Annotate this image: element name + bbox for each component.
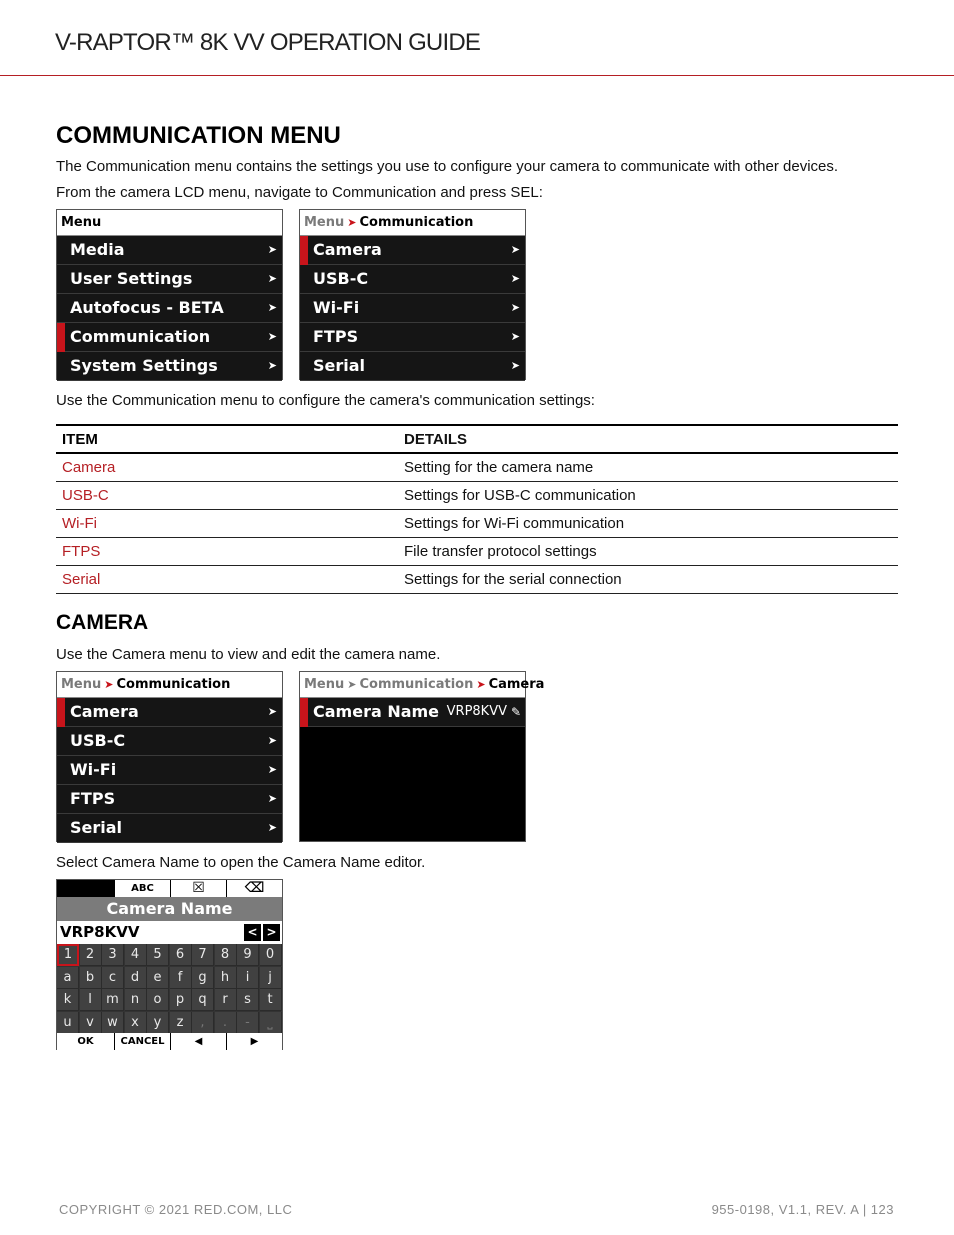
chevron-right-icon: ➤ [267,763,277,776]
table-link-ftps[interactable]: FTPS [62,543,101,560]
keyboard-action-bar [57,1033,282,1050]
menu-item-usb-c[interactable] [57,727,282,756]
chevron-right-icon: ➤ [510,330,520,343]
document-title: V-RAPTOR™ 8K VV OPERATION GUIDE [55,29,481,56]
keyboard-key[interactable]: a [57,967,79,989]
edit-icon: ✎ [510,705,521,719]
table-row [56,482,898,510]
keyboard-key[interactable]: l [80,989,102,1011]
section-title-communication-menu: COMMUNICATION MENU [56,122,341,149]
menu-breadcrumb [57,210,282,236]
menu-item-label: Communication [70,327,211,346]
lcd-camera-menu [299,671,545,842]
breadcrumb-communication: Communication [116,677,231,692]
section-title-camera: CAMERA [56,611,149,634]
lcd-main-menu [56,209,283,380]
keyboard-key[interactable]: g [192,967,214,989]
keyboard-key[interactable]: z [170,1012,192,1034]
menu-breadcrumb [57,672,282,698]
column-header-details: DETAILS [404,431,468,448]
keyboard-key[interactable]: u [57,1012,79,1034]
input-value: VRP8KVV [60,923,140,941]
keyboard-key[interactable]: . [215,1012,237,1034]
breadcrumb-menu[interactable]: Menu [304,215,345,230]
table-cell-details: Setting for the camera name [404,459,594,476]
menu-item-label: Camera [313,240,382,259]
keyboard-key[interactable]: f [170,967,192,989]
chevron-right-icon: ➤ [510,272,520,285]
keyboard-key[interactable]: m [102,989,124,1011]
table-link-wi-fi[interactable]: Wi-Fi [62,515,97,532]
abc-tab[interactable]: ABC [114,880,170,897]
keyboard-key[interactable]: , [192,1012,214,1034]
keyboard-key[interactable]: 7 [192,944,214,966]
menu-item-label: Wi-Fi [70,760,117,779]
keyboard-key[interactable]: h [215,967,237,989]
menu-breadcrumb [300,672,545,698]
keyboard-key[interactable]: j [260,967,282,989]
breadcrumb-communication[interactable]: Communication [359,677,474,692]
chevron-right-icon: ➤ [267,301,277,314]
keyboard-key[interactable]: v [80,1012,102,1034]
backspace-icon[interactable]: ⌫ [226,880,282,897]
menu-item-camera[interactable] [300,236,525,265]
keyboard-key[interactable]: c [102,967,124,989]
camera-name-input[interactable] [57,921,282,944]
menu-item-ftps[interactable] [300,323,525,352]
chevron-right-icon: ➤ [510,301,520,314]
keyboard-key[interactable]: q [192,989,214,1011]
camera-name-editor [56,879,283,1050]
menu-item-label: User Settings [70,269,193,288]
breadcrumb-communication: Communication [359,215,474,230]
table-intro-paragraph: Use the Communication menu to configure the camera's communication settings: [56,392,595,409]
keyboard-key[interactable]: 9 [237,944,259,966]
menu-item-serial[interactable] [57,814,282,843]
menu-item-label: USB-C [70,731,126,750]
menu-item-label: Serial [313,356,366,375]
table-row [56,510,898,538]
table-cell-details: Settings for the serial connection [404,571,622,588]
menu-item-label: Media [70,240,125,259]
menu-item-label: Autofocus - BETA [70,298,224,317]
keyboard-key[interactable]: n [125,989,147,1011]
keyboard-key[interactable]: x [125,1012,147,1034]
breadcrumb-menu[interactable]: Menu [61,677,102,692]
table-link-usb-c[interactable]: USB-C [62,487,109,504]
breadcrumb-arrow-icon: ➤ [347,216,357,229]
table-cell-details: Settings for Wi-Fi communication [404,515,625,532]
editor-paragraph: Select Camera Name to open the Camera Name editor. [56,854,426,871]
menu-item-wi-fi[interactable] [57,756,282,785]
menu-item-label: FTPS [313,327,359,346]
camera-name-value: VRP8KVV [446,704,507,719]
chevron-right-icon: ➤ [510,243,520,256]
footer-copyright: COPYRIGHT © 2021 RED.COM, LLC [59,1202,293,1217]
menu-item-ftps[interactable] [57,785,282,814]
selection-indicator [300,698,308,727]
keyboard-key[interactable]: 8 [215,944,237,966]
keyboard-key[interactable]: p [170,989,192,1011]
intro-paragraph: The Communication menu contains the settings you use to configure your camera to communicate with other devices. [56,158,839,175]
menu-item-camera[interactable] [57,698,282,727]
chevron-right-icon: ➤ [267,272,277,285]
keyboard-key[interactable]: w [102,1012,124,1034]
table-link-camera[interactable]: Camera [62,459,116,476]
keyboard-key[interactable]: 2 [80,944,102,966]
chevron-right-icon: ➤ [267,792,277,805]
breadcrumb-menu[interactable]: Menu [304,677,345,692]
chevron-right-icon: ➤ [267,359,277,372]
keyboard-key[interactable]: o [147,989,169,1011]
keyboard-key[interactable]: s [237,989,259,1011]
menu-item-media[interactable] [57,236,282,265]
menu-item-label: Camera Name [313,702,440,721]
menu-item-communication[interactable] [57,323,282,352]
chevron-right-icon: ➤ [267,705,277,718]
editor-title: Camera Name [57,897,282,921]
menu-item-usb-c[interactable] [300,265,525,294]
header-rule [0,75,954,76]
table-row [56,454,898,482]
menu-item-user-settings[interactable] [57,265,282,294]
breadcrumb-arrow-icon: ➤ [104,678,114,691]
table-header [56,426,898,454]
chevron-right-icon: ➤ [510,359,520,372]
keyboard-key[interactable]: 3 [102,944,124,966]
camera-intro-paragraph: Use the Camera menu to view and edit the camera name. [56,646,441,663]
keyboard-key[interactable]: 5 [147,944,169,966]
menu-breadcrumb [300,210,525,236]
table-cell-details: Settings for USB-C communication [404,487,636,504]
menu-item-label: USB-C [313,269,369,288]
column-header-item: ITEM [62,431,98,448]
menu-item-label: Camera [70,702,139,721]
chevron-right-icon: ➤ [267,734,277,747]
keyboard-key[interactable]: 1 [57,944,79,966]
ok-button[interactable]: OK [57,1033,114,1050]
table-row [56,538,898,566]
footer-doc-reference: 955-0198, V1.1, REV. A | 123 [711,1202,894,1217]
keyboard-key[interactable]: t [260,989,282,1011]
keyboard-key[interactable]: i [237,967,259,989]
chevron-right-icon: ➤ [267,330,277,343]
selection-indicator [57,323,65,352]
table-link-serial[interactable]: Serial [62,571,101,588]
keyboard-key[interactable]: r [215,989,237,1011]
clear-icon[interactable]: ☒ [170,880,226,897]
communication-settings-table [56,424,898,594]
cursor-right-button[interactable]: > [263,924,280,941]
breadcrumb-arrow-icon: ➤ [347,678,357,691]
menu-item-camera-name[interactable] [300,698,525,727]
lcd-communication-menu-2 [56,671,283,842]
keyboard-key[interactable]: 0 [260,944,282,966]
chevron-right-icon: ➤ [267,243,277,256]
keyboard-key[interactable]: k [57,989,79,1011]
keyboard-key[interactable]: d [125,967,147,989]
cursor-left-button[interactable]: < [244,924,261,941]
menu-item-label: FTPS [70,789,116,808]
table-cell-details: File transfer protocol settings [404,543,597,560]
menu-item-label: Serial [70,818,123,837]
menu-item-autofocus[interactable] [57,294,282,323]
navigation-paragraph: From the camera LCD menu, navigate to Communication and press SEL: [56,184,543,201]
cancel-button[interactable]: CANCEL [114,1033,170,1050]
table-row [56,566,898,594]
menu-item-label: System Settings [70,356,218,375]
breadcrumb-menu[interactable]: Menu [61,215,102,230]
keyboard-key[interactable]: ⎵ [260,1012,282,1034]
selection-indicator [57,698,65,727]
keyboard-key[interactable]: 4 [125,944,147,966]
lcd-communication-menu [299,209,526,380]
keyboard-key[interactable]: - [237,1012,259,1034]
keyboard-tab-bar [57,880,282,897]
keyboard-key[interactable]: 6 [170,944,192,966]
breadcrumb-camera: Camera [488,677,545,692]
breadcrumb-arrow-icon: ➤ [476,678,486,691]
keyboard-key[interactable]: e [147,967,169,989]
menu-item-wi-fi[interactable] [300,294,525,323]
right-arrow-button[interactable]: ▶ [226,1033,282,1050]
keyboard-key[interactable]: b [80,967,102,989]
selection-indicator [300,236,308,265]
chevron-right-icon: ➤ [267,821,277,834]
menu-item-label: Wi-Fi [313,298,360,317]
menu-item-serial[interactable] [300,352,525,381]
menu-item-system-settings[interactable] [57,352,282,381]
keyboard-key[interactable]: y [147,1012,169,1034]
left-arrow-button[interactable]: ◀ [170,1033,226,1050]
